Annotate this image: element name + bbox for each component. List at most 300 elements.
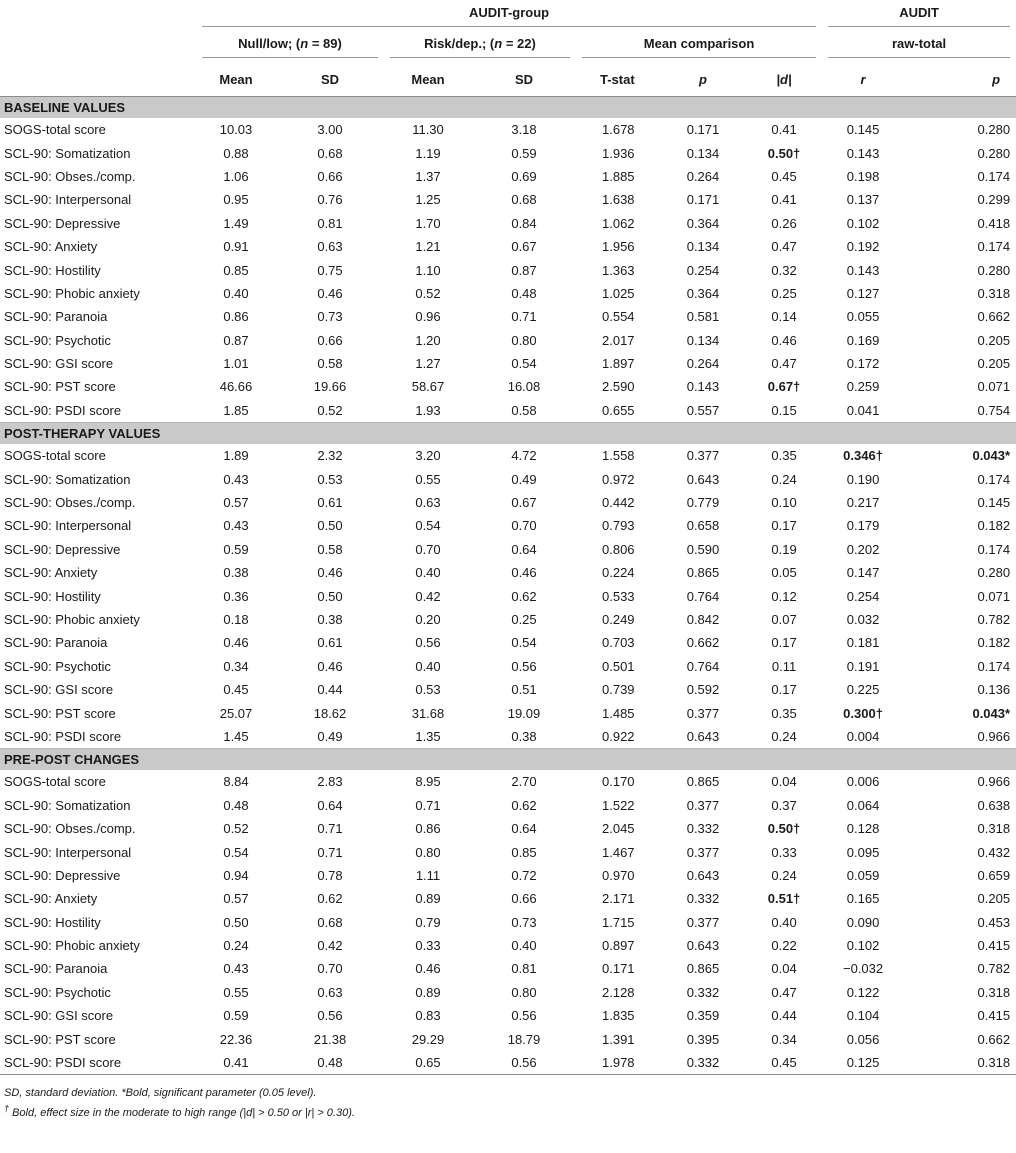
table-cell: 0.25 <box>771 285 797 301</box>
table-cell: 0.071 <box>977 379 1011 395</box>
table-cell: 3.18 <box>511 122 537 138</box>
table-row <box>0 491 1016 514</box>
table-row <box>0 864 1016 887</box>
table-cell: 0.171 <box>686 192 720 208</box>
table-cell: 0.54 <box>415 518 441 534</box>
table-cell: 0.64 <box>511 821 537 837</box>
table-cell: 0.377 <box>686 797 720 813</box>
table-cell: 0.43 <box>223 471 249 487</box>
table-cell: 0.80 <box>511 984 537 1000</box>
table-cell: 0.55 <box>415 471 441 487</box>
table-cell: 0.043* <box>972 448 1011 464</box>
table-cell: 0.56 <box>511 1008 537 1024</box>
table-cell: 31.68 <box>411 705 445 721</box>
section-title: PRE-POST CHANGES <box>0 749 1016 771</box>
table-cell: 0.182 <box>977 518 1011 534</box>
table-cell: 0.442 <box>602 495 635 511</box>
table-cell: 0.58 <box>317 541 343 557</box>
table-cell: 1.678 <box>602 122 635 138</box>
table-cell: 0.66 <box>317 332 343 348</box>
table-row <box>0 655 1016 678</box>
table-cell: 0.174 <box>977 658 1011 674</box>
table-cell: 16.08 <box>507 379 541 395</box>
table-cell: 0.415 <box>977 938 1011 954</box>
row-label: SCL-90: GSI score <box>4 356 114 372</box>
table-cell: 0.83 <box>415 1008 441 1024</box>
table-cell: 0.071 <box>977 588 1011 604</box>
table-cell: 0.71 <box>317 821 343 837</box>
table-cell: 1.956 <box>602 239 635 255</box>
table-cell: 0.81 <box>317 215 343 231</box>
column-header: p <box>660 62 746 97</box>
table-row <box>0 981 1016 1004</box>
table-cell: 0.67† <box>767 379 801 395</box>
table-row <box>0 584 1016 607</box>
table-cell: 0.806 <box>602 541 635 557</box>
header-empty <box>0 0 196 31</box>
column-header: |d| <box>746 62 822 97</box>
table-cell: 0.703 <box>602 635 635 651</box>
table-cell: 1.522 <box>602 797 635 813</box>
table-cell: 0.581 <box>686 309 720 325</box>
table-body <box>0 97 1016 1075</box>
table-cell: 3.00 <box>317 122 343 138</box>
table-cell: 0.280 <box>977 122 1011 138</box>
table-cell: 1.20 <box>415 332 441 348</box>
table-cell: 0.264 <box>686 168 720 184</box>
table-cell: 0.38 <box>317 612 343 627</box>
table-cell: 0.453 <box>977 914 1011 930</box>
table-cell: 0.364 <box>686 285 720 301</box>
table-cell: 1.11 <box>415 867 441 883</box>
table-cell: 0.69 <box>511 168 537 184</box>
table-cell: 0.280 <box>977 262 1011 278</box>
table-cell: 0.922 <box>602 728 635 744</box>
audit-group-header: AUDIT-group <box>196 0 822 31</box>
table-cell: 2.590 <box>602 379 635 395</box>
table-cell: 0.171 <box>602 961 635 977</box>
table-cell: 1.715 <box>602 914 635 930</box>
table-cell: 0.395 <box>686 1031 720 1047</box>
table-cell: 0.41 <box>771 192 797 208</box>
table-row <box>0 212 1016 235</box>
table-cell: 1.558 <box>602 448 635 464</box>
table-cell: 0.86 <box>223 309 249 325</box>
table-cell: 0.041 <box>846 402 880 418</box>
table-cell: 1.85 <box>223 402 249 418</box>
table-cell: 0.50 <box>317 518 343 534</box>
table-cell: 0.134 <box>686 332 720 348</box>
column-header: T-stat <box>576 62 660 97</box>
table-cell: 0.80 <box>415 844 441 860</box>
row-label: SCL-90: Interpersonal <box>4 518 132 534</box>
table-cell: 0.48 <box>276 1051 384 1075</box>
row-label: SCL-90: Anxiety <box>4 239 98 255</box>
table-cell: 0.95 <box>223 192 249 208</box>
table-cell: 25.07 <box>219 705 253 721</box>
table-cell: 0.46 <box>511 565 537 581</box>
table-cell: 0.25 <box>511 612 537 627</box>
table-cell: 0.782 <box>977 961 1011 977</box>
table-cell: 0.169 <box>846 332 880 348</box>
table-cell: 1.978 <box>576 1051 660 1075</box>
table-row <box>0 887 1016 910</box>
table-cell: 1.35 <box>415 728 441 744</box>
table-cell: 0.84 <box>511 215 537 231</box>
table-cell: 0.205 <box>977 891 1011 907</box>
table-cell: 2.83 <box>317 774 343 790</box>
table-cell: 0.34 <box>771 1031 797 1047</box>
table-cell: 0.45 <box>223 682 249 698</box>
table-cell: 0.47 <box>771 984 797 1000</box>
table-cell: 0.179 <box>846 518 880 534</box>
table-cell: 0.122 <box>846 984 880 1000</box>
row-label: SCL-90: GSI score <box>4 1008 114 1024</box>
table-row <box>0 957 1016 980</box>
table-cell: 22.36 <box>219 1031 253 1047</box>
table-cell: 0.40 <box>771 914 797 930</box>
table-cell: 0.51 <box>511 682 537 698</box>
table-cell: 0.68 <box>317 145 343 161</box>
table-cell: 0.52 <box>223 821 249 837</box>
table-cell: 0.33 <box>415 938 441 954</box>
table-cell: 0.14 <box>771 309 797 325</box>
risk-dep-group-header: Risk/dep.; (n = 22) <box>384 31 576 62</box>
row-label: SCL-90: PST score <box>4 379 116 395</box>
row-label: SCL-90: Paranoia <box>4 309 108 325</box>
table-cell: 1.06 <box>223 168 249 184</box>
table-cell: 0.280 <box>977 145 1011 161</box>
table-cell: 0.590 <box>686 541 720 557</box>
table-cell: 2.045 <box>602 821 635 837</box>
table-cell: 0.662 <box>686 635 720 651</box>
table-cell: 0.332 <box>686 984 720 1000</box>
table-cell: 0.47 <box>771 356 797 372</box>
table-row <box>0 514 1016 537</box>
table-cell: 0.865 <box>686 774 720 790</box>
table-cell: 0.224 <box>602 565 635 581</box>
table-row <box>0 1004 1016 1027</box>
table-cell: 0.85 <box>223 262 249 278</box>
table-cell: 0.50† <box>767 145 801 161</box>
table-cell: 0.254 <box>846 588 880 604</box>
row-label: SCL-90: PSDI score <box>4 728 122 744</box>
table-cell: 0.64 <box>317 797 343 813</box>
table-cell: 1.27 <box>415 356 441 372</box>
table-row <box>0 352 1016 375</box>
table-cell: 0.782 <box>977 612 1011 627</box>
table-cell: 0.59 <box>223 541 249 557</box>
table-cell: 1.062 <box>602 215 635 231</box>
table-cell: 0.662 <box>977 309 1011 325</box>
table-cell: 0.102 <box>846 215 880 231</box>
table-cell: 0.43 <box>223 518 249 534</box>
table-cell: 18.62 <box>313 705 347 721</box>
table-cell: 0.643 <box>686 867 720 883</box>
row-label: SCL-90: Obses./comp. <box>4 168 136 184</box>
table-cell: 0.643 <box>686 471 720 487</box>
table-cell: 0.147 <box>846 565 880 581</box>
table-cell: 0.87 <box>223 332 249 348</box>
table-cell: 0.181 <box>846 635 880 651</box>
table-cell: 1.93 <box>415 402 441 418</box>
table-cell: 1.363 <box>602 262 635 278</box>
table-cell: 0.41 <box>196 1051 276 1075</box>
table-row <box>0 794 1016 817</box>
table-cell: 18.79 <box>507 1031 541 1047</box>
table-cell: 0.280 <box>977 565 1011 581</box>
table-cell: 0.377 <box>686 448 720 464</box>
table-cell: 0.064 <box>846 797 880 813</box>
table-cell: 0.554 <box>602 309 635 325</box>
table-cell: 1.885 <box>602 168 635 184</box>
table-cell: 0.54 <box>511 356 537 372</box>
table-cell: 0.51† <box>767 891 801 907</box>
table-cell: 0.56 <box>415 635 441 651</box>
table-cell: 0.418 <box>977 215 1011 231</box>
audit-header: AUDIT <box>822 0 1016 31</box>
table-cell: 0.658 <box>686 518 720 534</box>
table-cell: 0.52 <box>415 285 441 301</box>
row-label: SOGS-total score <box>4 774 106 790</box>
mean-comparison-header: Mean comparison <box>576 31 822 62</box>
table-cell: 0.897 <box>602 938 635 954</box>
table-cell: 0.57 <box>223 495 249 511</box>
row-label: SCL-90: Phobic anxiety <box>4 285 140 301</box>
table-cell: 0.80 <box>511 332 537 348</box>
table-cell: 0.377 <box>686 844 720 860</box>
table-cell: 0.76 <box>317 192 343 208</box>
table-row <box>0 840 1016 863</box>
table-cell: 0.62 <box>511 797 537 813</box>
table-cell: 0.89 <box>415 984 441 1000</box>
table-cell: 0.36 <box>223 588 249 604</box>
section-header <box>0 423 1016 445</box>
table-cell: 0.17 <box>771 635 797 651</box>
table-cell: 0.174 <box>977 471 1011 487</box>
table-cell: 0.643 <box>686 938 720 954</box>
table-cell: 0.45 <box>771 168 797 184</box>
footnote-effect-size: † Bold, effect size in the moderate to high range (|d| > 0.50 or |r| > 0.30). <box>4 1103 355 1120</box>
table-cell: 0.40 <box>415 658 441 674</box>
table-cell: 2.017 <box>602 332 635 348</box>
table-cell: 0.032 <box>846 612 880 627</box>
table-cell: 0.842 <box>686 612 720 627</box>
row-label: SCL-90: PST score <box>4 705 116 721</box>
table-cell: 0.174 <box>977 541 1011 557</box>
table-cell: 0.24 <box>771 728 797 744</box>
table-cell: 0.11 <box>771 658 797 674</box>
column-header: SD <box>276 62 384 97</box>
table-cell: 0.46 <box>771 332 797 348</box>
table-row <box>0 608 1016 631</box>
table-row <box>0 631 1016 654</box>
table-row <box>0 375 1016 398</box>
table-cell: 0.48 <box>511 285 537 301</box>
table-cell: 0.377 <box>686 705 720 721</box>
row-label: SCL-90: PST score <box>4 1031 116 1047</box>
table-cell: 0.137 <box>846 192 880 208</box>
table-cell: 0.332 <box>686 821 720 837</box>
table-cell: 0.45 <box>746 1051 822 1075</box>
table-cell: 0.592 <box>686 682 720 698</box>
table-row <box>0 305 1016 328</box>
table-cell: 0.40 <box>511 938 537 954</box>
table-cell: 0.779 <box>686 495 720 511</box>
table-cell: 0.202 <box>846 541 880 557</box>
table-row <box>0 165 1016 188</box>
table-cell: 0.12 <box>771 588 797 604</box>
table-cell: 0.91 <box>223 239 249 255</box>
table-cell: 0.58 <box>511 402 537 418</box>
table-cell: 0.059 <box>846 867 880 883</box>
table-row <box>0 235 1016 258</box>
table-cell: 0.59 <box>223 1008 249 1024</box>
row-label: SCL-90: Depressive <box>4 541 121 557</box>
table-cell: 0.40 <box>415 565 441 581</box>
table-cell: 0.174 <box>977 168 1011 184</box>
table-cell: 8.95 <box>415 774 441 790</box>
table-cell: 0.128 <box>846 821 880 837</box>
table-cell: 0.67 <box>511 239 537 255</box>
table-cell: 0.432 <box>977 844 1011 860</box>
section-title: POST-THERAPY VALUES <box>0 423 1016 445</box>
row-label: SCL-90: Paranoia <box>4 961 108 977</box>
table-cell: 0.15 <box>771 402 797 418</box>
table-cell: 1.835 <box>602 1008 635 1024</box>
table-row <box>0 725 1016 749</box>
table-cell: 0.10 <box>771 495 797 511</box>
table-cell: 0.090 <box>846 914 880 930</box>
table-cell: 0.61 <box>317 635 343 651</box>
table-cell: 0.198 <box>846 168 880 184</box>
table-cell: 19.09 <box>507 705 541 721</box>
table-cell: 0.05 <box>771 565 797 581</box>
row-label: SOGS-total score <box>4 122 106 138</box>
table-cell: 0.65 <box>384 1051 472 1075</box>
table-cell: 0.73 <box>317 309 343 325</box>
row-label: SCL-90: Anxiety <box>4 565 98 581</box>
table-cell: 0.68 <box>511 192 537 208</box>
table-cell: 0.254 <box>686 262 720 278</box>
table-row <box>0 701 1016 724</box>
table-cell: 1.936 <box>602 145 635 161</box>
table-cell: 0.40 <box>223 285 249 301</box>
table-row <box>0 561 1016 584</box>
table-cell: 1.10 <box>415 262 441 278</box>
table-cell: 0.20 <box>415 612 441 627</box>
row-label: SCL-90: Hostility <box>4 588 101 604</box>
table-cell: 0.54 <box>511 635 537 651</box>
table-cell: 0.095 <box>846 844 880 860</box>
table-cell: 1.467 <box>602 844 635 860</box>
column-header: r <box>822 62 904 97</box>
column-header: p <box>904 62 1016 97</box>
table-cell: 0.56 <box>472 1051 576 1075</box>
table-cell: 0.63 <box>317 239 343 255</box>
table-cell: 0.865 <box>686 565 720 581</box>
table-cell: 0.44 <box>771 1008 797 1024</box>
row-label: SCL-90: Depressive <box>4 215 121 231</box>
table-cell: 0.145 <box>977 495 1011 511</box>
table-cell: 0.56 <box>511 658 537 674</box>
table-cell: 0.659 <box>977 867 1011 883</box>
table-cell: 0.49 <box>317 728 343 744</box>
table-cell: 0.377 <box>686 914 720 930</box>
table-cell: 0.332 <box>660 1051 746 1075</box>
table-cell: 29.29 <box>411 1031 445 1047</box>
row-label: SCL-90: Paranoia <box>4 635 108 651</box>
table-cell: 0.192 <box>846 239 880 255</box>
table-cell: 0.85 <box>511 844 537 860</box>
table-cell: 0.125 <box>822 1051 904 1075</box>
table-cell: 0.04 <box>771 774 797 790</box>
table-cell: 0.35 <box>771 448 797 464</box>
table-cell: 0.57 <box>223 891 249 907</box>
table-cell: 0.966 <box>977 728 1011 744</box>
table-cell: 0.17 <box>771 518 797 534</box>
row-label: SCL-90: Psychotic <box>4 658 111 674</box>
table-cell: 0.127 <box>846 285 880 301</box>
table-cell: 0.66 <box>511 891 537 907</box>
table-cell: 0.104 <box>846 1008 880 1024</box>
table-row <box>0 817 1016 840</box>
table-cell: 1.89 <box>223 448 249 464</box>
table-cell: 0.71 <box>511 309 537 325</box>
table-cell: 0.63 <box>415 495 441 511</box>
table-cell: 0.59 <box>511 145 537 161</box>
table-cell: 0.359 <box>686 1008 720 1024</box>
table-row <box>0 467 1016 490</box>
table-cell: 0.259 <box>846 379 880 395</box>
table-cell: 0.318 <box>977 285 1011 301</box>
table-row <box>0 329 1016 352</box>
table-cell: 0.46 <box>317 658 343 674</box>
row-label: SCL-90: Hostility <box>4 914 101 930</box>
table-cell: 0.134 <box>686 145 720 161</box>
table-cell: 0.638 <box>977 797 1011 813</box>
table-row <box>0 538 1016 561</box>
footnote-sd: SD, standard deviation. *Bold, significant parameter (0.05 level). <box>4 1087 317 1100</box>
table-cell: 0.70 <box>317 961 343 977</box>
table-cell: 0.67 <box>511 495 537 511</box>
table-cell: 4.72 <box>511 448 537 464</box>
table-row <box>0 118 1016 141</box>
table-cell: 2.128 <box>602 984 635 1000</box>
table-cell: 0.46 <box>415 961 441 977</box>
table-cell: 0.47 <box>771 239 797 255</box>
table-cell: 0.533 <box>602 588 635 604</box>
table-cell: 0.190 <box>846 471 880 487</box>
table-cell: 0.38 <box>511 728 537 744</box>
table-cell: 0.055 <box>846 309 880 325</box>
table-cell: 0.318 <box>977 821 1011 837</box>
table-cell: 1.01 <box>223 356 249 372</box>
table-cell: 0.48 <box>223 797 249 813</box>
table-cell: 0.764 <box>686 588 720 604</box>
table-cell: 19.66 <box>313 379 347 395</box>
row-label: SCL-90: Obses./comp. <box>4 821 136 837</box>
table-cell: 0.754 <box>977 402 1011 418</box>
table-cell: 0.58 <box>317 356 343 372</box>
table-cell: 0.75 <box>317 262 343 278</box>
table-cell: 0.79 <box>415 914 441 930</box>
table-cell: 0.42 <box>317 938 343 954</box>
table-cell: 0.205 <box>977 356 1011 372</box>
table-cell: 0.165 <box>846 891 880 907</box>
table-cell: 0.42 <box>415 588 441 604</box>
table-cell: 0.143 <box>846 145 880 161</box>
